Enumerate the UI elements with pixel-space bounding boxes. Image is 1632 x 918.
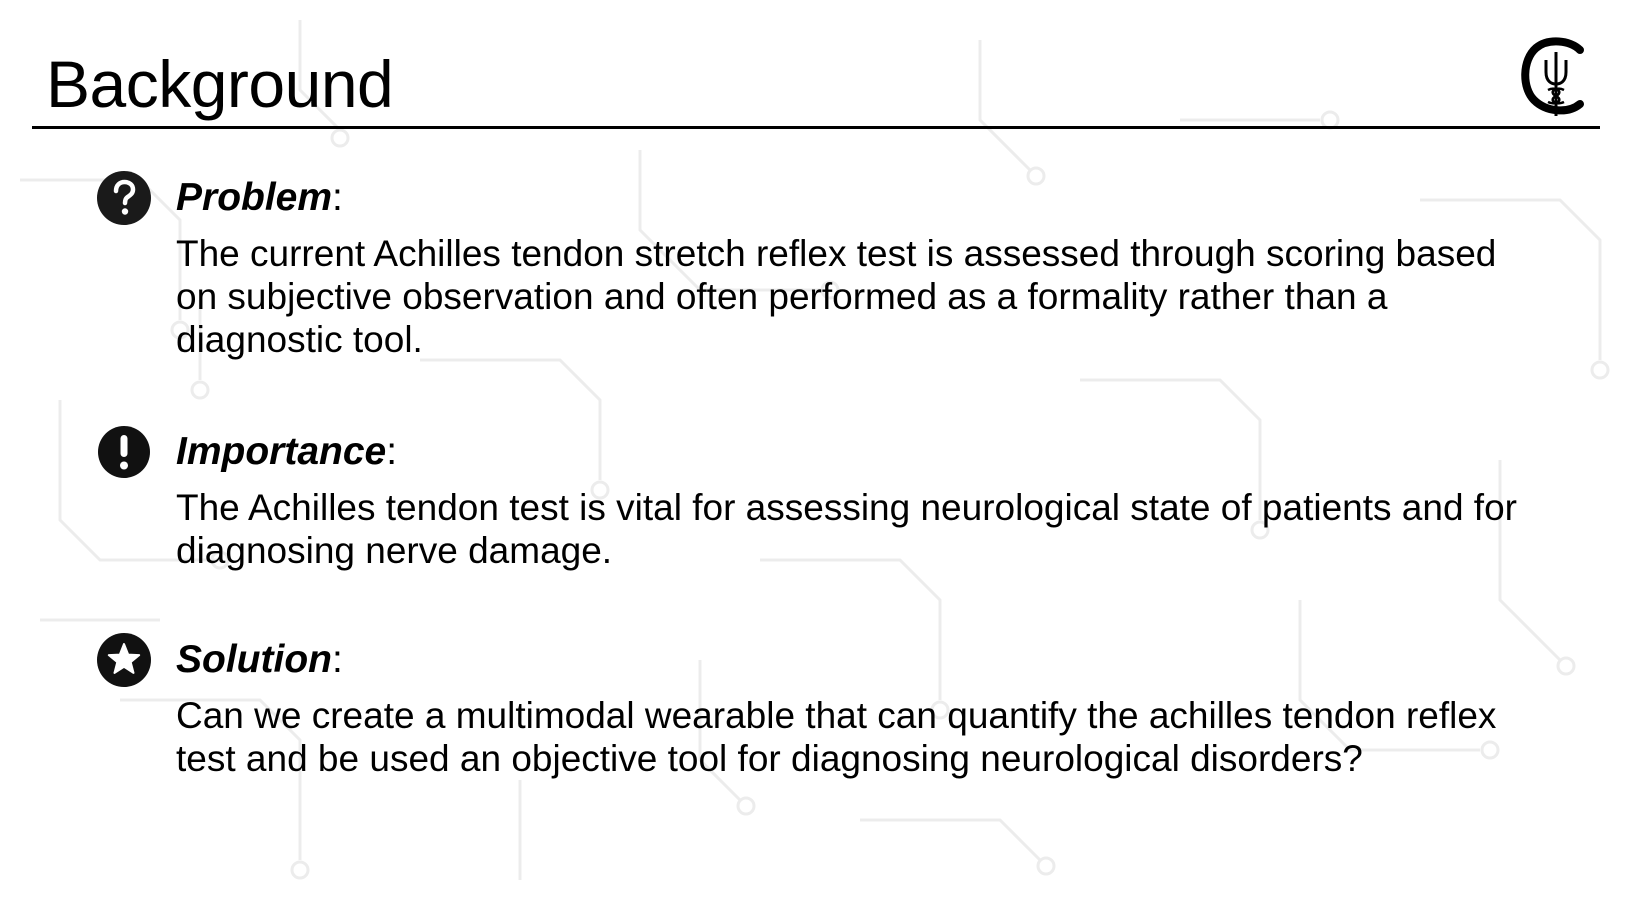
caduceus-logo-icon [1518,36,1590,120]
problem-section [96,170,1536,370]
star-circle-icon [96,632,152,688]
problem-colon: : [332,176,343,219]
importance-heading [176,428,397,476]
solution-label: Solution [176,638,332,681]
problem-heading [176,174,343,222]
exclamation-circle-icon [96,424,152,480]
importance-label: Importance [176,430,387,473]
question-circle-icon [96,170,152,226]
importance-text: The Achilles tendon test is vital for assessing neurological state of patients and for diagnosing nerve damage. [176,487,1517,571]
importance-section [96,424,1536,584]
slide-title: Background [46,47,394,121]
solution-section [96,632,1536,832]
problem-label: Problem [176,176,333,219]
solution-colon: : [331,638,343,681]
title-divider [32,126,1600,129]
solution-text: Can we create a multimodal wearable that can quantify the achilles tendon reflex test and be used an objective tool for diagnosing neurological disorders? [176,695,1497,779]
problem-text: The current Achilles tendon stretch reflex test is assessed through scoring based on subjective observation and often performed as a formality rather than a diagnostic tool. [176,233,1497,360]
importance-colon: : [386,430,398,473]
solution-heading [176,636,343,684]
